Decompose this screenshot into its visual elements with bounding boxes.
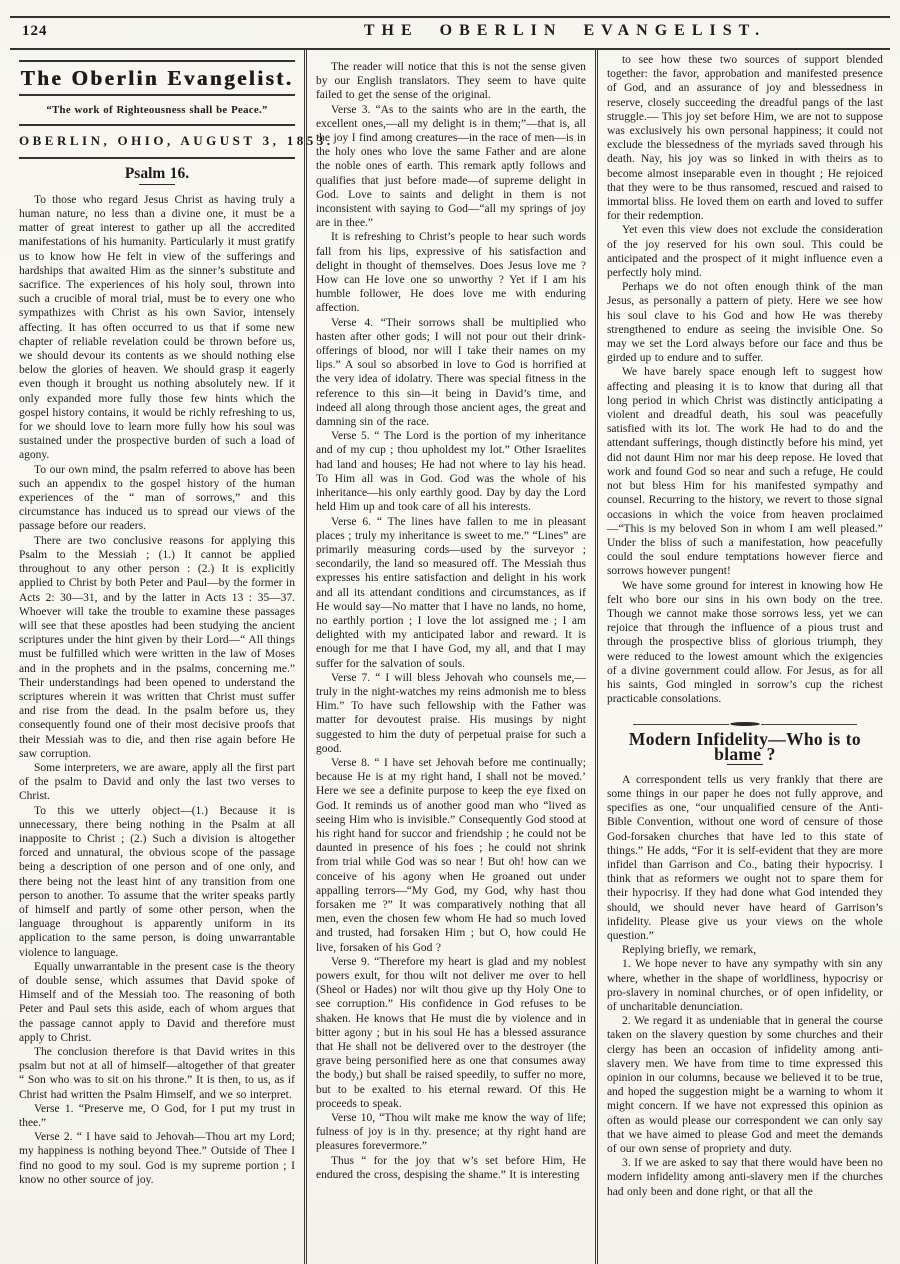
verse-paragraph: Verse 6. “ The lines have fallen to me in pleasant places ; truly my inheritance is sweet to me.” “Lines” are primarily measuring cords—used by the surveyor ; secondarily, the land so measured off. The Messiah thus expresses his entire satisfaction and delight in his work and all its attendant conditions and circumstances, as if He would say—No matter that I have no lands, no home, no earthly portion ; I love the lot assigned me ; I am delighted with my anticipated labor and reward. It is enough for me that I have God, my all, and that I may suffer for the salvation of souls. <box>315 515 586 670</box>
column-middle <box>304 50 598 1264</box>
column-right <box>598 50 892 1264</box>
verse-paragraph: Verse 2. “ I have said to Jehovah—Thou art my Lord; my happiness is nothing beyond Thee.” Outside of Thee I find no good to my soul. God is my supreme portion ; I know no other source of joy. <box>19 1131 295 1186</box>
masthead-motto: “The work of Righteousness shall be Peace.” <box>19 96 295 126</box>
paragraph: The reader will notice that this is not the sense given by our English translators. They seem to have quite failed to get the sense of the original. <box>315 61 586 102</box>
paragraph: Perhaps we do not often enough think of the man Jesus, as personally a pattern of piety. Here we see how his soul clave to his God and how He was thereby strengthened to endure as seeing the invisible One. So may we set the Lord always before our face and thus be girded up to endure and to suffer. <box>606 281 883 365</box>
verse-paragraph: Verse 7. “ I will bless Jehovah who counsels me,—truly in the night-watches my reins admonish me to bless Him.” To have such fellowship with the Father was matter for devoutest praise. His musings by night suggested to him the duty of perpetual praise for such a good. <box>315 671 586 755</box>
article-heading-psalm-16: Psalm 16. <box>124 164 190 182</box>
paragraph: to see how these two sources of support blended together: the favor, approbation and manifested presence of God, and an assurance of joy and blessedness in reserve, closely succeeding the dreadful pangs of the last struggle.— This joy set before Him, we are not to suppose was exclusively his own personal happiness; it could not exclude the blessedness of the myriads saved through his death. Nay, his joy was so linked in with theirs as to become almost inseparable even in thought ; He rejoiced that they were to be thus ransomed, rescued and raised to immortal bliss. He loved them on earth and loved to suffer for their redemption. <box>606 54 883 223</box>
masthead <box>19 60 334 159</box>
ornament-line <box>761 724 857 725</box>
paragraph: To those who regard Jesus Christ as having truly a human nature, no less than a divine one, it must be a matter of great interest to gather up all the accredited manifestations of his humanity. Particularly it must gratify us to know how He felt in view of the sufferings and hardships that awaited Him as the sinner’s substitute and sacrifice. The experiences of his holy soul, thrown into such a crucible of moral trial, must be to every one who sympathizes with Christ as his own Savior, intensely affecting. It has often occurred to us that if some new chapter of reliable revelation could be thrown before us, we should devour its contents as we should nothing else below the glories of heaven. We should grasp it eagerly even though it brought us nothing absolutely new. If it only expanded more fully those few hints which the gospel history contains, it would be richly refreshing to us, for we should love to learn more fully how his soul was sustained under the prospective burden of such a load of agony. <box>19 193 295 462</box>
verse-paragraph: Verse 3. “As to the saints who are in the earth, the excellent ones,—all my delight is in them;”—that is, all the joy I find among creatures—in the race of men—is in the holy ones who love the same Father and are alone the noble ones of earth. This remark aptly follows and qualifies that just before made—of supreme delight in God. Love to saints and delight in them is not inconsistent with saying to God—“all my springs of joy are in thee.” <box>315 103 586 230</box>
verse-paragraph: Verse 5. “ The Lord is the portion of my inheritance and of my cup ; thou upholdest my lot.” Other Israelites had land and houses; He had not where to lay his head. To Him all was in God. God was the whole of his inheritance—his only earthly good. Day by day the Lord held Him up and took care of all his interests. <box>315 430 586 514</box>
paragraph: Replying briefly, we remark, <box>621 944 757 957</box>
paragraph: Yet even this view does not exclude the consideration of the joy reserved for his own soul. This could be anticipated and the prospect of it might influence even a perfectly holy mind. <box>606 224 883 280</box>
verse-paragraph: Verse 8. “ I have set Jehovah before me continually; because He is at my right hand, I shall not be moved.’ Here we see a definite purpose to keep the eye fixed on God. It reminds us of another good man who “lived as seeing Him who is invisible.” Consequently God stood at his right hand for succor and friendship ; he could not be daunted in presence of his foes ; he could not shrink from trial while God was so near ! But oh! how can we conceive of his agony when He groaned out under appalling terrors—“My God, my God, why hast thou forsaken me ?” It was comparatively nothing that all men, even the chosen few whom He had so much loved and trusted, had forsaken Him ; but O, how could He live, forsaken of his God ? <box>315 756 586 954</box>
paragraph: The conclusion therefore is that David writes in this psalm but not at all of himself—altogether of that greater “ Son who was to sit on his throne.” It is then, to us, as if Christ had written the Psalm Himself, and we so interpret. <box>19 1046 295 1101</box>
article-heading-modern-infidelity: Modern Infidelity—Who is to blame ? <box>628 729 861 764</box>
paragraph: 3. If we are asked to say that there would have been no modern infidelity among anti-slavery men if the churches had only been and done right, or that all the <box>606 1157 883 1198</box>
paragraph: Equally unwarrantable in the present case is the theory of double sense, which assumes that David spoke of Himself and of the Messiah too. The reasoning of both Peter and Paul sets this aside, each of whom argues that the passage cannot apply to David and therefore must apply to Christ. <box>19 960 295 1044</box>
ornament-line <box>633 724 729 725</box>
paragraph: Some interpreters, we are aware, apply all the first part of the psalm to David and only the last two verses to Christ. <box>19 761 295 803</box>
heading-rule <box>139 184 175 185</box>
column-layout <box>10 50 892 1264</box>
verse-paragraph: Verse 9. “Therefore my heart is glad and my noblest powers exult, for thou wilt not deliver me over to hell (Sheol or Hades) nor wilt thou give up thy Holy One to see corruption.” His confidence in God refuses to be shaken. He knows that He must die by violence and in bitter agony ; but in his soul He has a blessed assurance that He shall not be delivered over to the destroyer (the grave being personified here as one that consumes away the body,) but shall be raised speedily, to suffer no more, but to be exalted to his eternal reward. Of this He proceeds to speak. <box>315 955 586 1110</box>
masthead-title: The Oberlin Evangelist. <box>19 62 295 96</box>
paragraph: It is refreshing to Christ’s people to hear such words fall from his lips, expressive of his satisfaction and delight in thought of themselves. Does Jesus love me ? How can He love one so unworthy ? Yet if I am his humble follower, He does love me with enduring affection. <box>315 231 586 315</box>
paragraph: We have some ground for interest in knowing how He felt who bore our sins in his own body on the tree. Though we cannot make those sorrows less, yet we can rejoice that through the influence of a pious trust and through the prospective bliss of glorious triumph, they were reduced to the lowest amount which the exigencies of a divine government could allow. For Jesus, as for all his saints, God mingled in sorrow’s cup the richest practicable consolations. <box>606 579 883 706</box>
heading-rule <box>727 764 763 765</box>
verse-paragraph: Verse 1. “Preserve me, O God, for I put my trust in thee.” <box>19 1102 295 1130</box>
paragraph: There are two conclusive reasons for applying this Psalm to the Messiah ; (1.) It cannot be applied throughout to any other person : (2.) It is explicitly applied to Christ by both Peter and Paul—by the former in Acts 2: 30—31, and by the latter in Acts 13 : 35—37. Whoever will take the trouble to examine these passages will see that these apostles had been studying the ancient scriptures under the hint given by their Lord—“ All things must be fulfilled which were written in the law of Moses and in the prophets and in the psalms, concerning me.” Their understandings had been opened to understand the scriptures wherein it was written that Christ must suffer and rise from the dead. In the psalm before us, they consequently found one of their most decisive proofs that their Messiah was to die, and then rise again before He saw corruption. <box>19 534 295 760</box>
page-header <box>10 16 890 50</box>
paragraph: To this we utterly object—(1.) Because it is unnecessary, there being nothing in the Psalm at all inapposite to Christ ; (2.) Such a division is altogether forced and unnatural, the obvious scope of the passage being a description of one person and of one only, and there being not the least hint of any transition from one person to another. To assume that the writer speaks partly of himself and partly of some other person, when the language throughout is apparently uniform in its application to the same person, is doing unwarrantable violence to language. <box>19 804 295 959</box>
paragraph: To our own mind, the psalm referred to above has been such an appendix to the gospel history of the human experiences of the “ man of sorrows,” and this circumstance has induced us to spread our views of the passage before our readers. <box>19 463 295 533</box>
paragraph: 1. We hope never to have any sympathy with sin any where, whether in the shape of worldliness, hypocrisy or pro-slavery in nominal churches, or of open infidelity, or of uncharitable denunciation. <box>606 958 883 1013</box>
ornament-diamond-icon <box>730 722 760 726</box>
newspaper-title: THE OBERLIN EVANGELIST. <box>363 22 767 39</box>
page-number: 124 <box>22 23 48 39</box>
paragraph: We have barely space enough left to suggest how affecting and pleasing it is to know that during all that long period in which Christ was distinctly anticipating a violent and dreadful death, his soul was peacefully satisfied with its lot. The work He had to do and the attendant sufferings, though distinctly before his mind, yet did not daunt Him nor mar his deep repose. He loved that work and found God so near and such a refuge, He could not but bless Him for his manifested sympathy and counsel. Recurring to the history, we revert to those signal occasions in which the voice from heaven proclaimed—“This is my beloved Son in whom I am well pleased.” Under the bliss of such a manifestation, how peacefully could the soul endure temptations however fierce and sorrows however pungent! <box>606 366 883 578</box>
paragraph: A correspondent tells us very frankly that there are some things in our paper he does not fully approve, and specifies as one, “our unqualified censure of the Anti-Bible Convention, without one word of censure of those God-forsaken churches that have led to this state of things.” He adds, “For it is self-evident that they are more infidel than Garrison and Co., bating their hypocrisy. I think that as reformers we ought not to spare them for their hypocrisy. If they had done what God intended they should, we should never have heard of Garrison’s infidelity. Please give us your views on the whole question.” <box>606 773 883 942</box>
verse-paragraph: Verse 4. “Their sorrows shall be multiplied who hasten after other gods; I will not pour out their drink-offerings of blood, nor will I take their names on my lips.” A soul so absorbed in love to God is horrified at the very idea of idolatry. There was special fitness in the reference to this sin—it being in David’s time, and indeed all along through those ancient ages, the great and damning sin of the race. <box>315 316 586 429</box>
verse-paragraph: Verse 10, “Thou wilt make me know the way of life; fulness of joy is in thy. presence; at thy right hand are pleasures forevermore.” <box>315 1112 586 1153</box>
section-divider-ornament <box>633 722 857 726</box>
paragraph: 2. We regard it as undeniable that in general the course taken on the slavery question by some churches and their clergy has been an occasion of infidelity among anti-slavery men. We have from time to time expressed this opinion in our columns, because we believed it to be true, and hoped the suggestion might be a warning to whom it might concern. If we have not expressed this opinion as often as would please our correspondent we can only say that we have aimed to please God and meet the demands of our own sense of propriety and duty. <box>606 1015 883 1156</box>
paragraph: Thus “ for the joy that w’s set before Him, He endured the cross, despising the shame.” It is interesting <box>315 1154 586 1181</box>
column-left <box>10 50 334 1264</box>
masthead-dateline: OBERLIN, OHIO, AUGUST 3, 1853. <box>19 133 334 149</box>
